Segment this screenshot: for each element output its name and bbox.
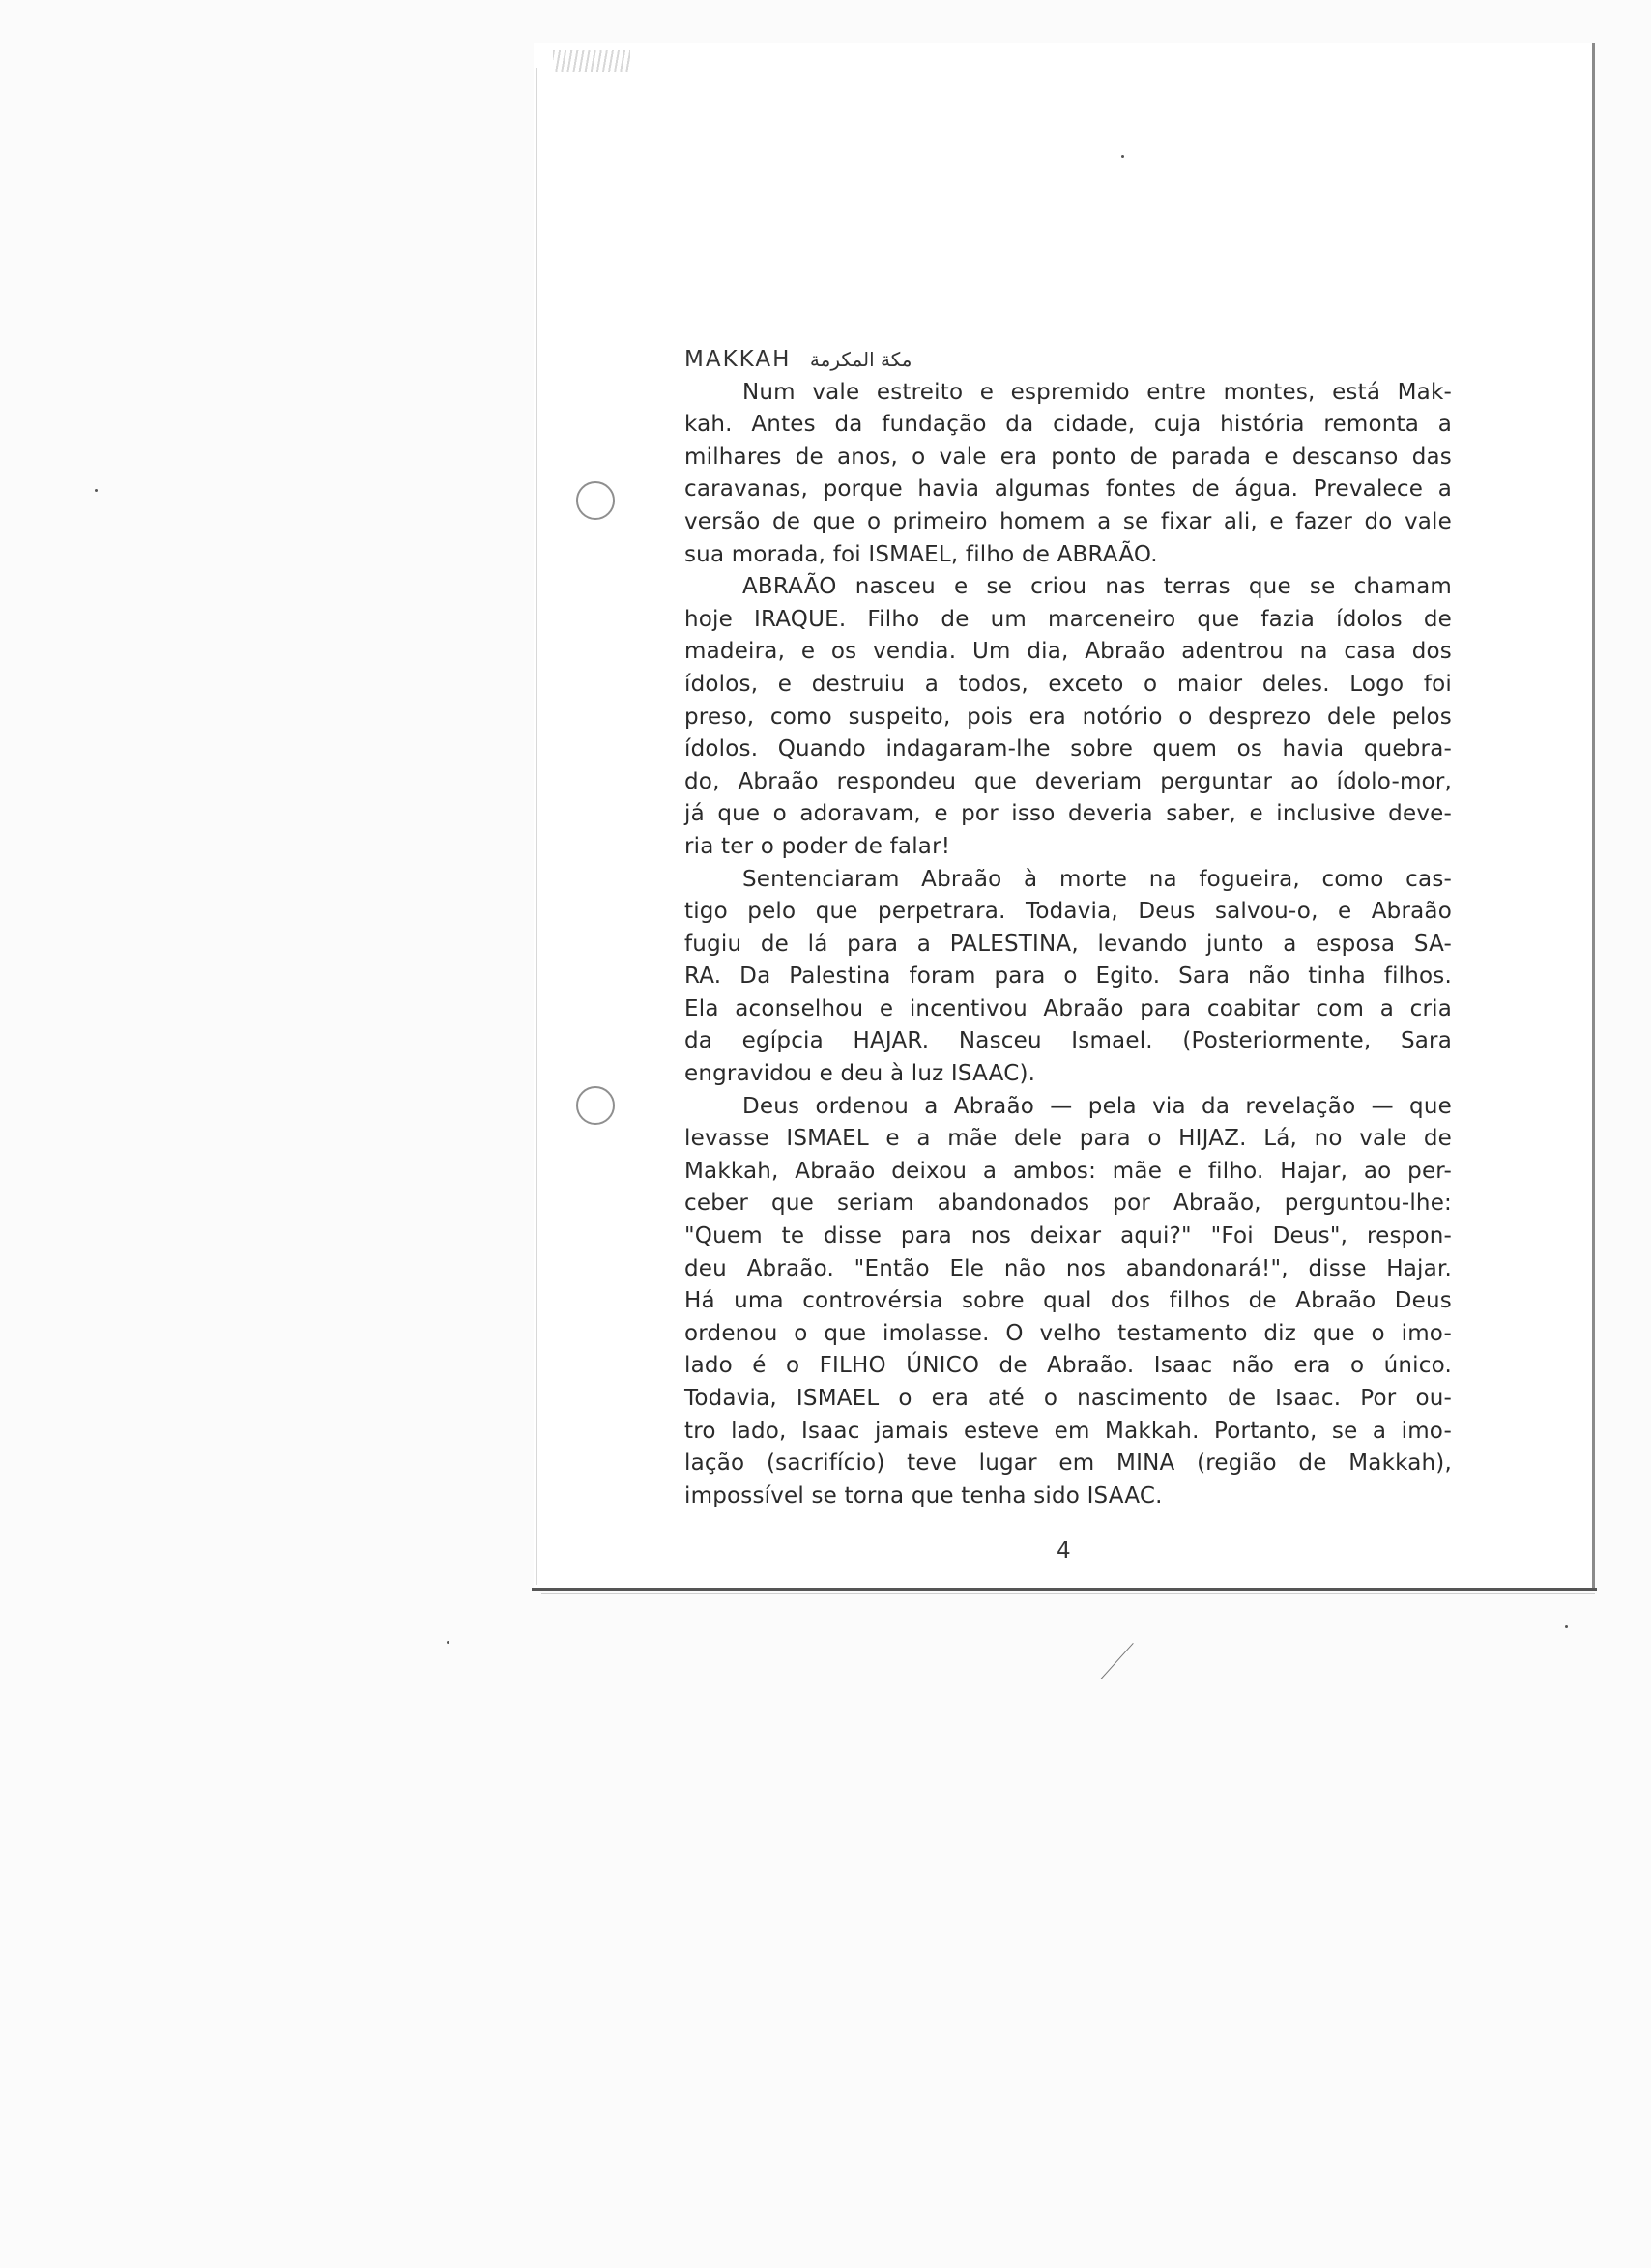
speck [447,1641,449,1644]
text-line: levasse ISMAEL e a mãe dele para o HIJAZ. Lá, no vale de [684,1126,1452,1152]
text-line: Todavia, ISMAEL o era até o nascimento de Isaac. Por ou- [684,1386,1452,1411]
page-number: 4 [1057,1538,1071,1564]
text-line: deu Abraão. "Então Ele não nos abandonará!", disse Hajar. [684,1255,1452,1281]
text-line: fugiu de lá para a PALESTINA, levando junto a esposa SA- [684,931,1452,957]
text-line: do, Abraão respondeu que deveriam perguntar ao ídolo-mor, [684,768,1452,794]
heading-latin: MAKKAH [684,347,792,372]
page-bottom-edge [532,1588,1597,1591]
text-line: ídolos. Quando indagaram-lhe sobre quem os havia quebra- [684,736,1452,762]
text-line: ria ter o poder de falar! [684,833,951,859]
text-line: kah. Antes da fundação da cidade, cuja história remonta a [684,412,1452,438]
text-line: tro lado, Isaac jamais esteve em Makkah. Portanto, se a imo- [684,1418,1452,1444]
text-line: já que o adoravam, e por isso deveria saber, e inclusive deve- [684,801,1452,827]
punch-hole-bottom [576,1086,615,1125]
speck [1565,1625,1568,1628]
text-line: preso, como suspeito, pois era notório o desprezo dele pelos [684,703,1452,730]
corner-smudge [553,50,630,72]
text-line: Deus ordenou a Abraão — pela via da revelação — que [742,1093,1452,1119]
page-bottom-shadow [541,1593,1595,1594]
text-line: lação (sacrifício) teve lugar em MINA (região de Makkah), [684,1450,1452,1477]
text-line: hoje IRAQUE. Filho de um marceneiro que fazia ídolos de [684,606,1452,632]
text-line: ídolos, e destruiu a todos, exceto o maior deles. Logo foi [684,671,1452,697]
text-line: impossível se torna que tenha sido ISAAC. [684,1482,1163,1508]
page-left-edge [536,68,537,1585]
text-line: Makkah, Abraão deixou a ambos: mãe e filho. Hajar, ao per- [684,1158,1452,1184]
text-line: caravanas, porque havia algumas fontes de água. Prevalece a [684,476,1452,502]
text-line: versão de que o primeiro homem a se fixar ali, e fazer do vale [684,508,1452,534]
text-line: sua morada, foi ISMAEL, filho de ABRAÃO. [684,541,1158,567]
text-line: lado é o FILHO ÚNICO de Abraão. Isaac não era o único. [684,1353,1452,1379]
text-line: RA. Da Palestina foram para o Egito. Sara não tinha filhos. [684,963,1452,990]
speck [95,489,98,492]
article-heading [684,344,1452,377]
text-line: "Quem te disse para nos deixar aqui?" "Foi Deus", respon- [684,1223,1452,1249]
punch-hole-top [576,481,615,520]
text-line: ordenou o que imolasse. O velho testamento diz que o imo- [684,1320,1452,1346]
text-line: Ela aconselhou e incentivou Abraão para coabitar com a cria [684,995,1452,1021]
heading-arabic: مكة المكرمة [809,348,912,371]
text-line: tigo pelo que perpetrara. Todavia, Deus salvou-o, e Abraão [684,899,1452,925]
speck [1121,155,1124,158]
text-line: milhares de anos, o vale era ponto de parada e descanso das [684,444,1452,470]
text-line: ceber que seriam abandonados por Abraão, perguntou-lhe: [684,1191,1452,1217]
text-line: engravidou e deu à luz ISAAC). [684,1061,1036,1087]
text-line: ABRAÃO nasceu e se criou nas terras que se chamam [742,574,1452,600]
article-text [684,344,1452,1512]
text-line: Num vale estreito e espremido entre montes, está Mak- [742,379,1452,405]
text-line: madeira, e os vendia. Um dia, Abraão adentrou na casa dos [684,639,1452,665]
text-line: Sentenciaram Abraão à morte na fogueira, como cas- [742,866,1452,892]
text-line: Há uma controvérsia sobre qual dos filhos de Abraão Deus [684,1288,1452,1314]
text-line: da egípcia HAJAR. Nasceu Ismael. (Posteriormente, Sara [684,1028,1452,1054]
